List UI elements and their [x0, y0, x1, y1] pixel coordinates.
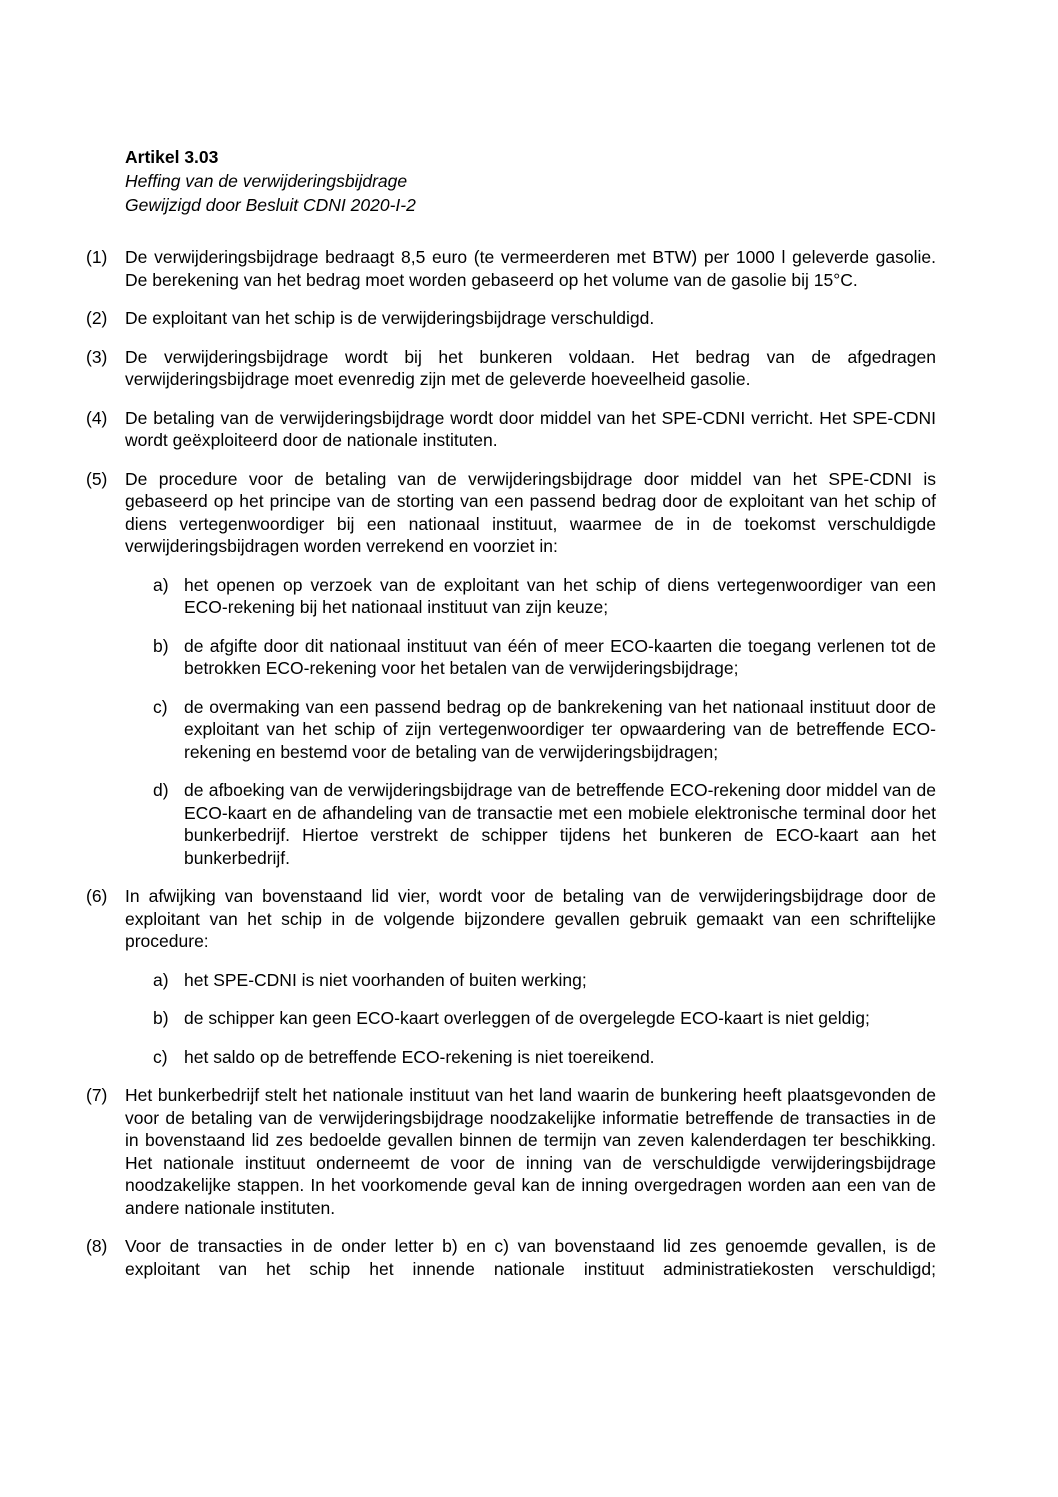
- paragraph-number: (3): [86, 346, 108, 367]
- article-title: Artikel 3.03: [125, 147, 219, 167]
- paragraph-text: Het bunkerbedrijf stelt het nationale instituut van het land waarin de bunkering heeft plaatsgevonden de voor de betaling van de verwijderingsbijdrage noodzakelijke informatie betreffende de transacties in de in bovenstaand lid zes bedoelde gevallen binnen de termijn van zeven kalenderdagen ter beschikking. Het nationale instituut onderneemt de voor de inning van de verschuldigde verwijderingsbijdrage noodzakelijke stappen. In het voorkomende geval kan de inning overgedragen worden aan een van de andere nationale instituten.: [125, 1085, 936, 1218]
- paragraph-text: De exploitant van het schip is de verwijderingsbijdrage verschuldigd.: [125, 308, 655, 328]
- paragraph-text: De verwijderingsbijdrage wordt bij het bunkeren voldaan. Het bedrag van de afgedragen verwijderingsbijdrage moet evenredig zijn met de geleverde hoeveelheid gasolie.: [125, 346, 936, 389]
- paragraph-4: [86, 407, 936, 452]
- article-amendment-note: Gewijzigd door Besluit CDNI 2020-I-2: [125, 195, 416, 215]
- paragraph-2: [86, 307, 936, 330]
- list-item: [86, 1046, 936, 1069]
- list-item-text: de afboeking van de verwijderingsbijdrage van de betreffende ECO-rekening door middel van de ECO-kaart en de afhandeling van de transactie met een mobiele elektronische terminal door het bunkerbedrijf. Hiertoe verstrekt de schipper tijdens het bunkeren de ECO-kaart aan het bunkerbedrijf.: [184, 780, 936, 868]
- article-heading: [125, 145, 945, 217]
- paragraph-number: (4): [86, 407, 108, 428]
- paragraph-number: (5): [86, 468, 108, 489]
- list-item-text: het SPE-CDNI is niet voorhanden of buiten werking;: [184, 969, 587, 990]
- list-item-text: de overmaking van een passend bedrag op de bankrekening van het nationaal instituut door de exploitant van het schip of zijn vertegenwoordiger ter opwaardering van de betreffende ECO-rekening en bestemd voor de betaling van de verwijderingsbijdragen;: [184, 696, 936, 762]
- paragraph-6: [86, 885, 936, 953]
- paragraph-text: In afwijking van bovenstaand lid vier, wordt voor de betaling van de verwijderingsbijdrage door de exploitant van het schip in de volgende bijzondere gevallen gebruik gemaakt van een schriftelijke procedure:: [125, 886, 936, 951]
- paragraph-text: De procedure voor de betaling van de verwijderingsbijdrage door middel van het SPE-CDNI is gebaseerd op het principe van de storting van een passend bedrag door de exploitant van het schip of diens vertegenwoordiger bij een nationaal instituut, waarmee de in de toekomst verschuldigde verwijderingsbijdragen worden verrekend en voorziet in:: [125, 468, 936, 556]
- paragraph-5: [86, 468, 936, 558]
- list-item: [86, 574, 936, 619]
- paragraph-number: (8): [86, 1236, 108, 1256]
- list-item-text: het openen op verzoek van de exploitant van het schip of diens vertegenwoordiger van een ECO-rekening bij het nationaal instituut van zijn keuze;: [184, 574, 936, 617]
- paragraph-text: De verwijderingsbijdrage bedraagt 8,5 euro (te vermeerderen met BTW) per 1000 l geleverde gasolie. De berekening van het bedrag moet worden gebaseerd op het volume van de gasolie bij 15°C.: [125, 247, 936, 290]
- article-subtitle: Heffing van de verwijderingsbijdrage: [125, 171, 408, 191]
- list-item-text: de afgifte door dit nationaal instituut van één of meer ECO-kaarten die toegang verlenen tot de betrokken ECO-rekening voor het betalen van de verwijderingsbijdrage;: [184, 635, 936, 678]
- list-item: [86, 635, 936, 680]
- paragraph-1: [86, 246, 936, 291]
- list-item-text: het saldo op de betreffende ECO-rekening is niet toereikend.: [184, 1046, 655, 1067]
- paragraph-text: Voor de transacties in de onder letter b) en c) van bovenstaand lid zes genoemde gevallen, is de exploitant van het schip het innende nationale instituut administratiekosten verschuldigd;: [125, 1236, 936, 1279]
- paragraph-7: [86, 1084, 936, 1219]
- list-item-letter: b): [153, 635, 169, 656]
- paragraph-text: De betaling van de verwijderingsbijdrage wordt door middel van het SPE-CDNI verricht. Het SPE-CDNI wordt geëxploiteerd door de nationale instituten.: [125, 407, 936, 450]
- paragraph-3: [86, 346, 936, 391]
- list-item-letter: c): [153, 696, 168, 717]
- list-item-letter: d): [153, 780, 169, 800]
- paragraph-number: (6): [86, 886, 108, 906]
- paragraph-number: (2): [86, 308, 108, 328]
- paragraph-number: (1): [86, 247, 108, 267]
- list-item-letter: c): [153, 1046, 168, 1067]
- article-body: [86, 246, 936, 1296]
- list-item: [86, 779, 936, 869]
- list-item-letter: a): [153, 574, 169, 595]
- list-item-letter: b): [153, 1008, 169, 1028]
- paragraph-8: [86, 1235, 936, 1280]
- paragraph-number: (7): [86, 1085, 108, 1105]
- list-item: [86, 969, 936, 992]
- list-item-text: de schipper kan geen ECO-kaart overleggen of de overgelegde ECO-kaart is niet geldig;: [184, 1008, 870, 1028]
- list-item: [86, 696, 936, 764]
- list-item-letter: a): [153, 969, 169, 990]
- list-item: [86, 1007, 936, 1030]
